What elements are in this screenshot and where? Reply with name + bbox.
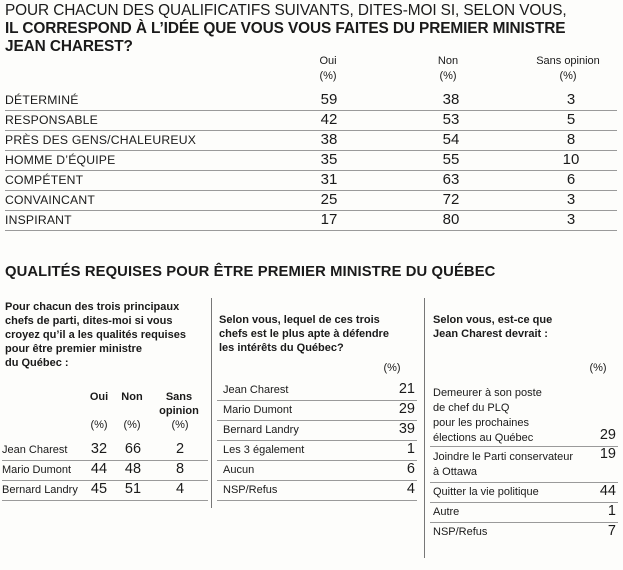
col-header-non-label: Non: [437, 55, 459, 67]
value-non: 55: [442, 151, 460, 168]
panel-1-question-line: chefs de parti, dites-moi si vous: [5, 315, 173, 327]
row-label: COMPÉTENT: [5, 173, 84, 187]
value-oui: 35: [320, 151, 338, 168]
row-label: Quitter la vie politique: [433, 486, 539, 498]
table-row: [430, 380, 618, 447]
table-row: [5, 210, 617, 231]
value-non: 38: [442, 91, 460, 108]
row-label: CONVAINCANT: [5, 193, 95, 207]
question-1-title-line-2: IL CORRESPOND À L’IDÉE QUE VOUS VOUS FAITES DU PREMIER MINISTRE: [5, 20, 566, 37]
column-divider: [211, 298, 212, 508]
col-header-oui-unit: (%): [319, 70, 337, 82]
col-header-oui-label: Oui: [319, 55, 337, 67]
panel-1-col-oui: Oui: [89, 391, 109, 403]
table-row: [217, 480, 417, 501]
panel-1-unit-non: (%): [123, 419, 141, 431]
table-row: [5, 90, 617, 111]
value-sans-opinion: 8: [175, 461, 185, 477]
row-label: [433, 450, 573, 480]
value-sans-opinion: 3: [566, 191, 576, 208]
row-label-line: Joindre le Parti conservateur: [433, 451, 574, 463]
row-value: 19: [599, 446, 616, 462]
value-oui: 17: [320, 211, 338, 228]
value-non: 53: [442, 111, 460, 128]
value-oui: 59: [320, 91, 338, 108]
row-value: 44: [599, 483, 616, 499]
row-label-line: de chef du PLQ: [433, 402, 510, 414]
value-oui: 31: [320, 171, 338, 188]
row-value: 1: [406, 441, 415, 457]
value-oui: 42: [320, 111, 338, 128]
row-value: 39: [398, 421, 415, 437]
value-non: 63: [442, 171, 460, 188]
value-sans-opinion: 3: [566, 211, 576, 228]
row-value: 29: [599, 427, 616, 443]
table-row: [430, 482, 618, 503]
row-label: NSP/Refus: [223, 484, 278, 496]
panel-1-question: [5, 300, 210, 370]
row-label: Bernard Landry: [223, 424, 299, 436]
table-row: [217, 400, 417, 421]
row-value: 4: [406, 481, 415, 497]
value-sans-opinion: 10: [562, 151, 580, 168]
table-row: [5, 130, 617, 151]
panel-1-col-non: Non: [121, 391, 143, 403]
col-header-sans-opinion: [526, 54, 610, 84]
row-label: Mario Dumont: [223, 404, 293, 416]
table-row: [5, 110, 617, 131]
panel-1-unit-sans: (%): [171, 419, 189, 431]
question-1-title-line-1: POUR CHACUN DES QUALIFICATIFS SUIVANTS, DITES-MOI SI, SELON VOUS,: [5, 2, 567, 19]
table-row: [217, 460, 417, 481]
row-label: Bernard Landry: [2, 484, 78, 496]
value-sans-opinion: 3: [566, 91, 576, 108]
row-value: 29: [398, 401, 415, 417]
row-label: HOMME D’ÉQUIPE: [5, 153, 116, 167]
panel-1-unit-oui: (%): [90, 419, 108, 431]
value-sans-opinion: 2: [175, 441, 185, 457]
col-header-non: [418, 54, 478, 84]
value-oui: 44: [90, 461, 108, 477]
panel-1-question-line: Pour chacun des trois principaux: [5, 301, 180, 313]
table-row: [430, 446, 618, 483]
row-label: [433, 386, 542, 446]
col-header-sans-opinion-label: Sans opinion: [536, 55, 600, 67]
panel-1-question-line: croyez qu’il a les qualités requises: [5, 329, 186, 341]
table-row: [2, 440, 208, 461]
row-label-line: Demeurer à son poste: [433, 387, 542, 399]
value-non: 54: [442, 131, 460, 148]
table-row: [217, 380, 417, 401]
value-oui: 38: [320, 131, 338, 148]
table-row: [5, 150, 617, 171]
row-label: RESPONSABLE: [5, 113, 98, 127]
row-label-line: à Ottawa: [433, 466, 478, 478]
value-oui: 32: [90, 441, 108, 457]
row-label: Autre: [433, 506, 460, 518]
row-label: DÉTERMINÉ: [5, 93, 79, 107]
table-row: [2, 480, 208, 501]
value-sans-opinion: 5: [566, 111, 576, 128]
panel-2-question-line: chefs est le plus apte à défendre: [219, 328, 389, 340]
value-non: 48: [124, 461, 142, 477]
panel-1-question-line: du Québec :: [5, 357, 69, 369]
table-row: [430, 522, 618, 542]
row-label: NSP/Refus: [433, 526, 488, 538]
panel-1-question-line: pour être premier ministre: [5, 343, 142, 355]
col-header-oui: [298, 54, 358, 84]
row-label: INSPIRANT: [5, 213, 72, 227]
row-label: Les 3 également: [223, 444, 305, 456]
value-oui: 25: [320, 191, 338, 208]
row-value: 7: [607, 523, 616, 539]
table-row: [217, 420, 417, 441]
panel-3-question-line: Jean Charest devrait :: [433, 328, 548, 340]
question-1-title-line-3: JEAN CHAREST?: [5, 38, 133, 55]
row-label-line: élections au Québec: [433, 432, 534, 444]
value-non: 80: [442, 211, 460, 228]
panel-2-question-line: Selon vous, lequel de ces trois: [219, 314, 380, 326]
value-non: 72: [442, 191, 460, 208]
col-header-non-unit: (%): [439, 70, 457, 82]
table-row: [5, 190, 617, 211]
value-non: 51: [124, 481, 142, 497]
table-row: [430, 502, 618, 523]
panel-2-question: [219, 313, 419, 355]
col-header-sans-opinion-unit: (%): [559, 70, 577, 82]
row-value: 21: [398, 381, 415, 397]
row-label: Mario Dumont: [2, 464, 72, 476]
row-label-line: pour les prochaines: [433, 417, 530, 429]
panel-2-question-line: les intérêts du Québec?: [219, 342, 344, 354]
question-1-title: [5, 2, 617, 56]
panel-3-question-line: Selon vous, est-ce que: [433, 314, 553, 326]
row-label: PRÈS DES GENS/CHALEUREUX: [5, 133, 197, 147]
value-non: 66: [124, 441, 142, 457]
value-sans-opinion: 4: [175, 481, 185, 497]
table-row: [5, 170, 617, 191]
column-divider: [424, 298, 425, 558]
panel-2-unit: (%): [383, 362, 401, 374]
table-row: [2, 460, 208, 481]
panel-3-question: [433, 313, 618, 341]
panel-3-unit: (%): [589, 362, 607, 374]
row-label: Jean Charest: [2, 444, 68, 456]
value-sans-opinion: 8: [566, 131, 576, 148]
panel-1-col-sans-2: opinion: [159, 405, 199, 417]
row-label: Jean Charest: [223, 384, 289, 396]
table-row: [217, 440, 417, 461]
panel-1-col-sans-1: Sans: [165, 391, 193, 403]
section-2-title: QUALITÉS REQUISES POUR ÊTRE PREMIER MINISTRE DU QUÉBEC: [5, 264, 496, 280]
row-label: Aucun: [223, 464, 255, 476]
value-sans-opinion: 6: [566, 171, 576, 188]
value-oui: 45: [90, 481, 108, 497]
row-value: 1: [607, 503, 616, 519]
row-value: 6: [406, 461, 415, 477]
